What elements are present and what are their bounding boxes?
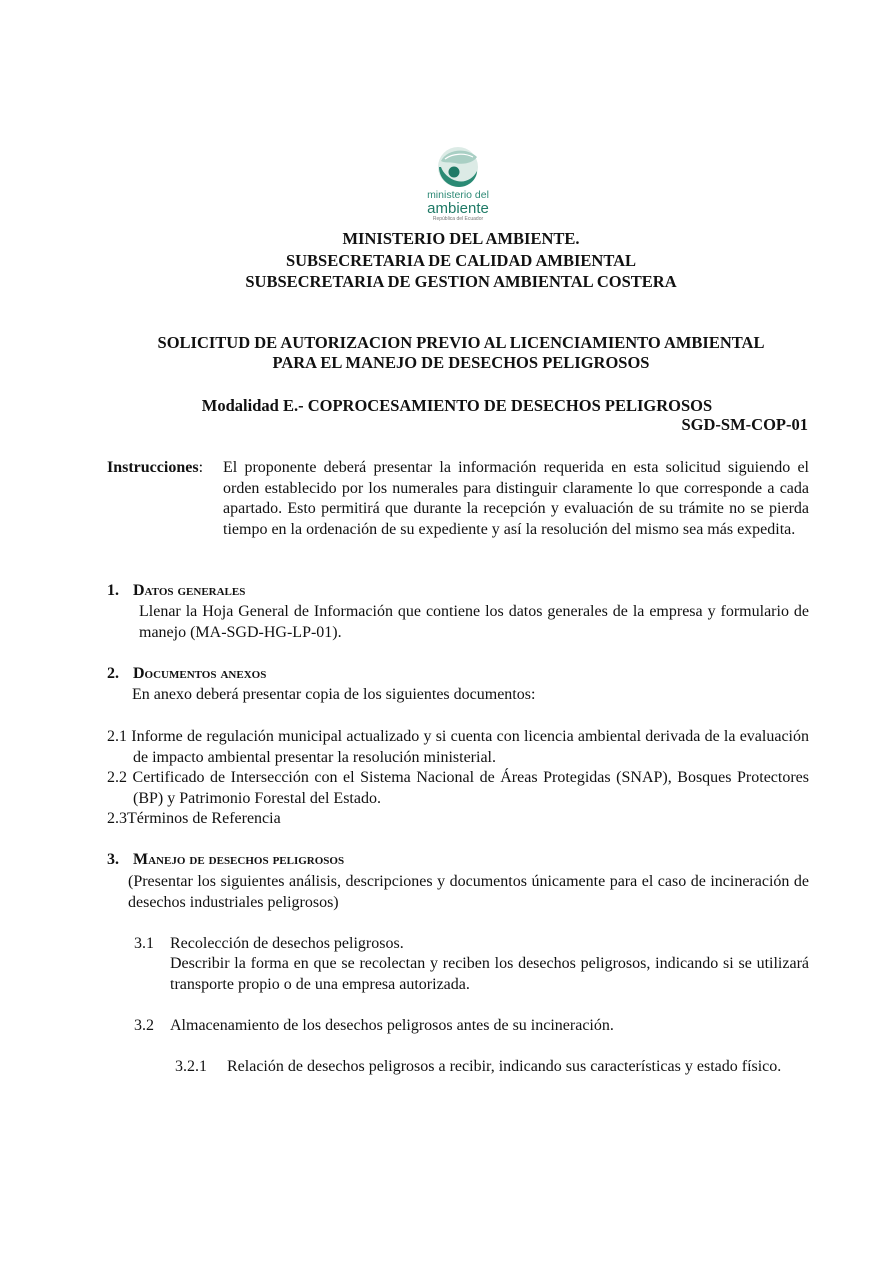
list-item-2-2: 2.2 Certificado de Intersección con el Sistema Nacional de Áreas Protegidas (SNAP), Bosques Protectores (BP) y Patrimonio Forestal del Estado. <box>107 769 810 807</box>
section-1-body: Llenar la Hoja General de Información que contiene los datos generales de la empresa y formulario de manejo (MA-SGD-HG-LP-01). <box>139 603 809 641</box>
logo-line-2: ambiente <box>427 200 489 217</box>
section-title: Datos generales <box>133 582 246 599</box>
list-item-3-1-text: Describir la forma en que se recolectan y reciben los desechos peligrosos, indicando si se utilizará transporte propio o de una empresa autorizada. <box>170 955 809 993</box>
leaf-globe-icon <box>433 145 483 189</box>
ministry-logo <box>420 145 496 231</box>
list-item-2-1: 2.1 Informe de regulación municipal actualizado y si cuenta con licencia ambiental derivada de la evaluación de impacto ambiental presentar la resolución ministerial. <box>107 728 810 766</box>
section-number: 1. <box>107 582 119 599</box>
list-item-3-2-1-text: Relación de desechos peligrosos a recibir, indicando sus características y estado físico. <box>227 1058 782 1075</box>
list-item-3-1-number: 3.1 <box>134 935 154 952</box>
document-title-line-2: PARA EL MANEJO DE DESECHOS PELIGROSOS <box>272 353 650 372</box>
instructions-text: El proponente deberá presentar la información requerida en esta solicitud siguiendo el orden establecido por los numerales para distinguir claramente lo que corresponde a cada apartado. Esto permitirá que durante la recepción y evaluación de su trámite no se pierda tiempo en la ordenación de su expediente y así la resolución del mismo sea más expedita. <box>223 459 809 538</box>
list-item-3-1-title: Recolección de desechos peligrosos. <box>170 935 404 952</box>
list-item-3-2-title: Almacenamiento de los desechos peligrosos antes de su incineración. <box>170 1017 614 1034</box>
modalidad-line: Modalidad E.- COPROCESAMIENTO DE DESECHOS PELIGROSOS <box>201 396 713 415</box>
logo-line-3: República del Ecuador <box>432 216 484 222</box>
instructions-label: Instrucciones: <box>107 459 204 476</box>
section-title: Manejo de desechos peligrosos <box>133 851 345 868</box>
header-subsecretaria-calidad: SUBSECRETARIA DE CALIDAD AMBIENTAL <box>285 251 637 270</box>
section-2-heading <box>107 665 266 683</box>
section-1-heading <box>107 582 245 600</box>
header-ministry: MINISTERIO DEL AMBIENTE. <box>342 229 580 248</box>
document-title-line-1: SOLICITUD DE AUTORIZACION PREVIO AL LICENCIAMIENTO AMBIENTAL <box>157 333 765 352</box>
section-number: 2. <box>107 665 119 682</box>
list-item-2-3: 2.3Términos de Referencia <box>107 810 281 827</box>
section-2-body: En anexo deberá presentar copia de los siguientes documentos: <box>132 686 536 703</box>
header-subsecretaria-costera: SUBSECRETARIA DE GESTION AMBIENTAL COSTERA <box>245 272 677 291</box>
section-number: 3. <box>107 851 119 868</box>
section-3-heading <box>107 851 344 869</box>
list-item-3-2-1-number: 3.2.1 <box>175 1058 207 1075</box>
list-item-3-2-number: 3.2 <box>134 1017 154 1034</box>
document-code: SGD-SM-COP-01 <box>681 415 808 434</box>
section-3-body: (Presentar los siguientes análisis, descripciones y documentos únicamente para el caso de incineración de desechos industriales peligrosos) <box>128 873 809 911</box>
section-title: Documentos anexos <box>133 665 267 682</box>
logo-line-1: ministerio del <box>427 189 489 201</box>
